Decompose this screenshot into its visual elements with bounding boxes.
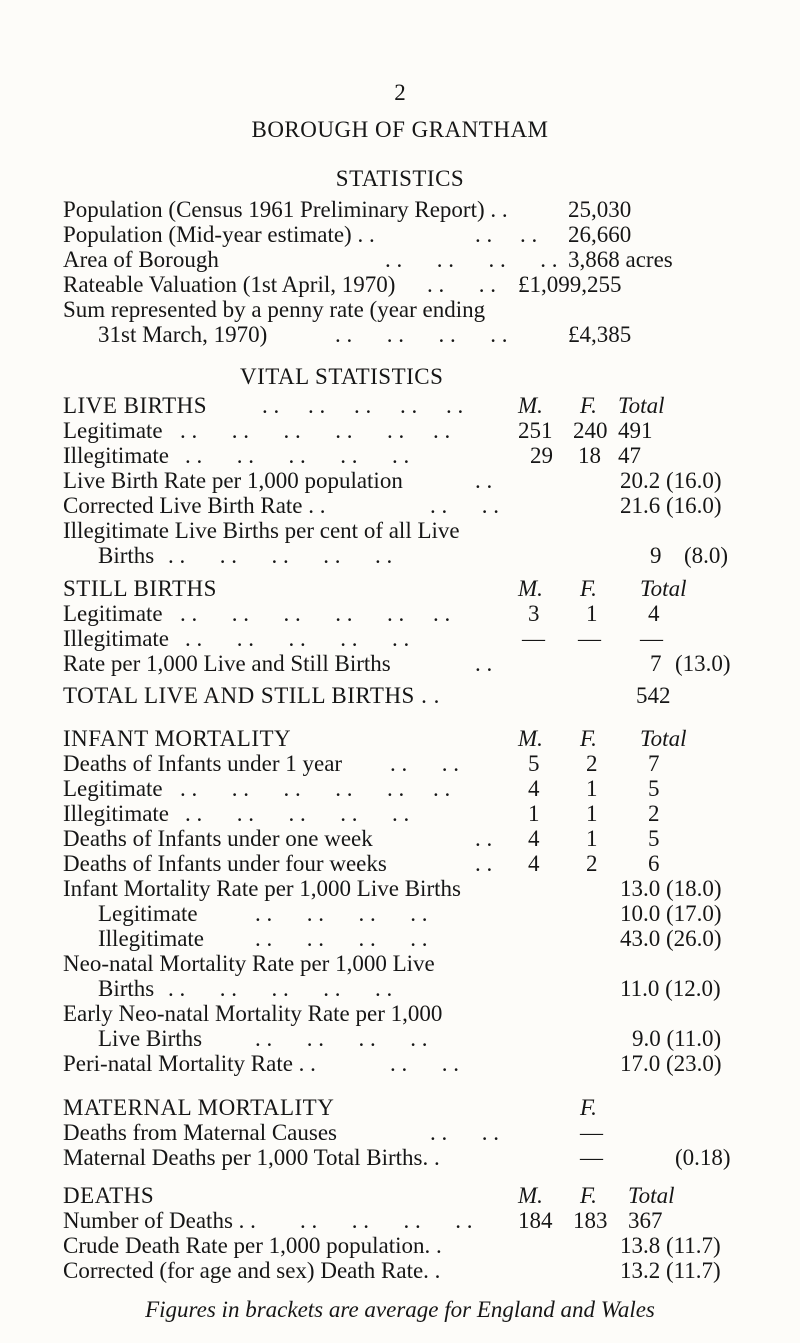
row-label: Crude Death Rate per 1,000 population. .	[63, 1233, 442, 1258]
leader-dots: . . . . . . . .	[255, 926, 428, 951]
row-label: Early Neo-natal Mortality Rate per 1,000	[63, 1001, 443, 1026]
statistics-heading: STATISTICS	[335, 166, 465, 191]
rate-bracket: (0.18)	[675, 1145, 731, 1170]
col-m: M.	[518, 1183, 543, 1208]
section-heading: MATERNAL MORTALITY	[63, 1095, 335, 1120]
rate-value: 43.0 (26.0)	[620, 926, 722, 951]
rate-bracket: (13.0)	[675, 651, 731, 676]
cell-m: 4	[528, 776, 540, 801]
col-m: M.	[518, 726, 543, 751]
rate-value: 13.8 (11.7)	[620, 1233, 721, 1258]
section-heading: DEATHS	[63, 1183, 155, 1208]
page-title: BOROUGH OF GRANTHAM	[251, 117, 549, 142]
col-total: Total	[618, 393, 665, 418]
cell-m: 251	[518, 418, 553, 443]
col-total: Total	[640, 576, 687, 601]
stat-label: Rateable Valuation (1st April, 1970)	[63, 272, 396, 297]
col-total: Total	[628, 1183, 675, 1208]
leader-dots: . . . . . . . . . .	[185, 626, 410, 651]
col-f: F.	[580, 393, 597, 418]
footnote: Figures in brackets are average for England and Wales	[145, 1297, 655, 1322]
cell-total: 2	[648, 801, 660, 826]
cell-m: 3	[528, 601, 540, 626]
cell-f: —	[578, 626, 601, 651]
leader-dots: . . . . . . . . . .	[185, 443, 410, 468]
cell-f: 1	[586, 826, 598, 851]
col-f: F.	[580, 1095, 597, 1120]
stat-value: 25,030	[568, 197, 632, 222]
row-label: Legitimate	[98, 901, 198, 926]
cell-m: 1	[528, 801, 540, 826]
cell-f: 1	[586, 801, 598, 826]
stat-label: Population (Census 1961 Preliminary Report) . .	[63, 197, 508, 222]
cell-f: 1	[586, 601, 598, 626]
leader-dots: . .	[475, 851, 493, 876]
cell-total: —	[640, 626, 663, 651]
total-births-label: TOTAL LIVE AND STILL BIRTHS . .	[63, 683, 440, 708]
cell-f: 2	[586, 851, 598, 876]
col-f: F.	[580, 726, 597, 751]
leader-dots: . . . .	[390, 751, 459, 776]
stat-value: 26,660	[568, 222, 632, 247]
total-births-value: 542	[636, 683, 671, 708]
row-label: Illegitimate	[63, 443, 170, 468]
rate-value: 9.0 (11.0)	[632, 1026, 722, 1051]
leader-dots: . . . . . . . . . .	[168, 543, 393, 568]
row-label: Number of Deaths . .	[63, 1208, 256, 1233]
stat-label: 31st March, 1970)	[98, 322, 268, 347]
leader-dots: . . . . . . . .	[255, 901, 428, 926]
col-m: M.	[518, 393, 543, 418]
row-label: Illegitimate Live Births per cent of all Live	[63, 518, 460, 543]
row-label: Deaths of Infants under four weeks	[63, 851, 387, 876]
row-label: Infant Mortality Rate per 1,000 Live Births	[63, 876, 461, 901]
rate-value: 10.0 (17.0)	[620, 901, 722, 926]
cell-f: —	[580, 1120, 603, 1145]
rate-value: 21.6 (16.0)	[620, 493, 722, 518]
row-label: Legitimate	[63, 418, 163, 443]
leader-dots: . .	[475, 826, 493, 851]
leader-dots: . . . . . . . . . .	[262, 393, 464, 418]
row-label: Corrected (for age and sex) Death Rate. .	[63, 1258, 441, 1283]
row-label: Illegitimate	[98, 926, 205, 951]
leader-dots: . .	[520, 222, 538, 247]
cell-m: 4	[528, 826, 540, 851]
leader-dots: . . . . . . . .	[255, 1026, 428, 1051]
row-label: Legitimate	[63, 776, 163, 801]
col-m: M.	[518, 576, 543, 601]
leader-dots: . . . . . . . . . .	[168, 976, 393, 1001]
row-label: Live Births	[98, 1026, 203, 1051]
cell-f: 240	[573, 418, 608, 443]
stat-label: Sum represented by a penny rate (year ending	[63, 297, 486, 322]
row-label: Births	[98, 543, 155, 568]
cell-total: 47	[618, 443, 641, 468]
rate-value: 17.0 (23.0)	[620, 1051, 722, 1076]
cell-m: 29	[530, 443, 553, 468]
stat-value: £1,099,255	[518, 272, 622, 297]
leader-dots: . . . . . . . . . . . .	[180, 776, 451, 801]
leader-dots: . . . . . . . . . . . .	[180, 601, 451, 626]
leader-dots: . .	[475, 651, 493, 676]
col-f: F.	[580, 1183, 597, 1208]
cell-total: 7	[648, 751, 660, 776]
rate-value: 13.0 (18.0)	[620, 876, 722, 901]
cell-f: —	[580, 1145, 603, 1170]
leader-dots: . . . . . . . .	[300, 1208, 473, 1233]
vital-statistics-heading: VITAL STATISTICS	[240, 364, 444, 389]
row-label: Maternal Deaths per 1,000 Total Births. .	[63, 1145, 440, 1170]
section-heading: STILL BIRTHS	[63, 576, 217, 601]
leader-dots: . . . . . . . .	[335, 322, 508, 347]
row-label: Legitimate	[63, 601, 163, 626]
cell-m: 184	[518, 1208, 553, 1233]
stat-label: Population (Mid-year estimate) . .	[63, 222, 375, 247]
cell-m: 5	[528, 751, 540, 776]
section-heading: INFANT MORTALITY	[63, 726, 292, 751]
leader-dots: . . . . . . . .	[385, 247, 558, 272]
row-label: Illegitimate	[63, 626, 170, 651]
row-label: Deaths from Maternal Causes	[63, 1120, 338, 1145]
cell-f: 183	[573, 1208, 608, 1233]
col-f: F.	[580, 576, 597, 601]
leader-dots: . . . . . . . . . .	[185, 801, 410, 826]
cell-total: 5	[648, 776, 660, 801]
cell-total: 367	[628, 1208, 663, 1233]
leader-dots: . . . . . . . . . . . .	[180, 418, 451, 443]
row-label: Rate per 1,000 Live and Still Births	[63, 651, 391, 676]
cell-f: 2	[586, 751, 598, 776]
cell-f: 1	[586, 776, 598, 801]
leader-dots: . . . .	[427, 272, 496, 297]
stat-value: £4,385	[568, 322, 632, 347]
row-label: Live Birth Rate per 1,000 population	[63, 468, 403, 493]
row-label: Deaths of Infants under 1 year	[63, 751, 343, 776]
leader-dots: . .	[475, 468, 493, 493]
cell-total: 4	[648, 601, 660, 626]
leader-dots: . . . .	[430, 1120, 499, 1145]
stat-label: Area of Borough	[63, 247, 219, 272]
leader-dots: . .	[475, 222, 493, 247]
cell-total: 491	[618, 418, 653, 443]
rate-value: 7	[650, 651, 662, 676]
rate-value: 11.0 (12.0)	[620, 976, 721, 1001]
row-label: Illegitimate	[63, 801, 170, 826]
section-heading: LIVE BIRTHS	[63, 393, 208, 418]
cell-m: —	[522, 626, 545, 651]
row-label: Neo-natal Mortality Rate per 1,000 Live	[63, 951, 435, 976]
rate-value: 20.2 (16.0)	[620, 468, 722, 493]
leader-dots: . . . .	[430, 493, 499, 518]
cell-f: 18	[578, 443, 601, 468]
rate-value: 9	[650, 543, 662, 568]
cell-total: 6	[648, 851, 660, 876]
cell-total: 5	[648, 826, 660, 851]
rate-bracket: (8.0)	[684, 543, 729, 568]
col-total: Total	[640, 726, 687, 751]
rate-value: 13.2 (11.7)	[620, 1258, 721, 1283]
page-number: 2	[394, 80, 406, 105]
row-label: Peri-natal Mortality Rate . .	[63, 1051, 316, 1076]
row-label: Deaths of Infants under one week	[63, 826, 373, 851]
row-label: Births	[98, 976, 155, 1001]
cell-m: 4	[528, 851, 540, 876]
stat-value: 3,868 acres	[568, 247, 673, 272]
leader-dots: . . . .	[390, 1051, 459, 1076]
row-label: Corrected Live Birth Rate . .	[63, 493, 326, 518]
